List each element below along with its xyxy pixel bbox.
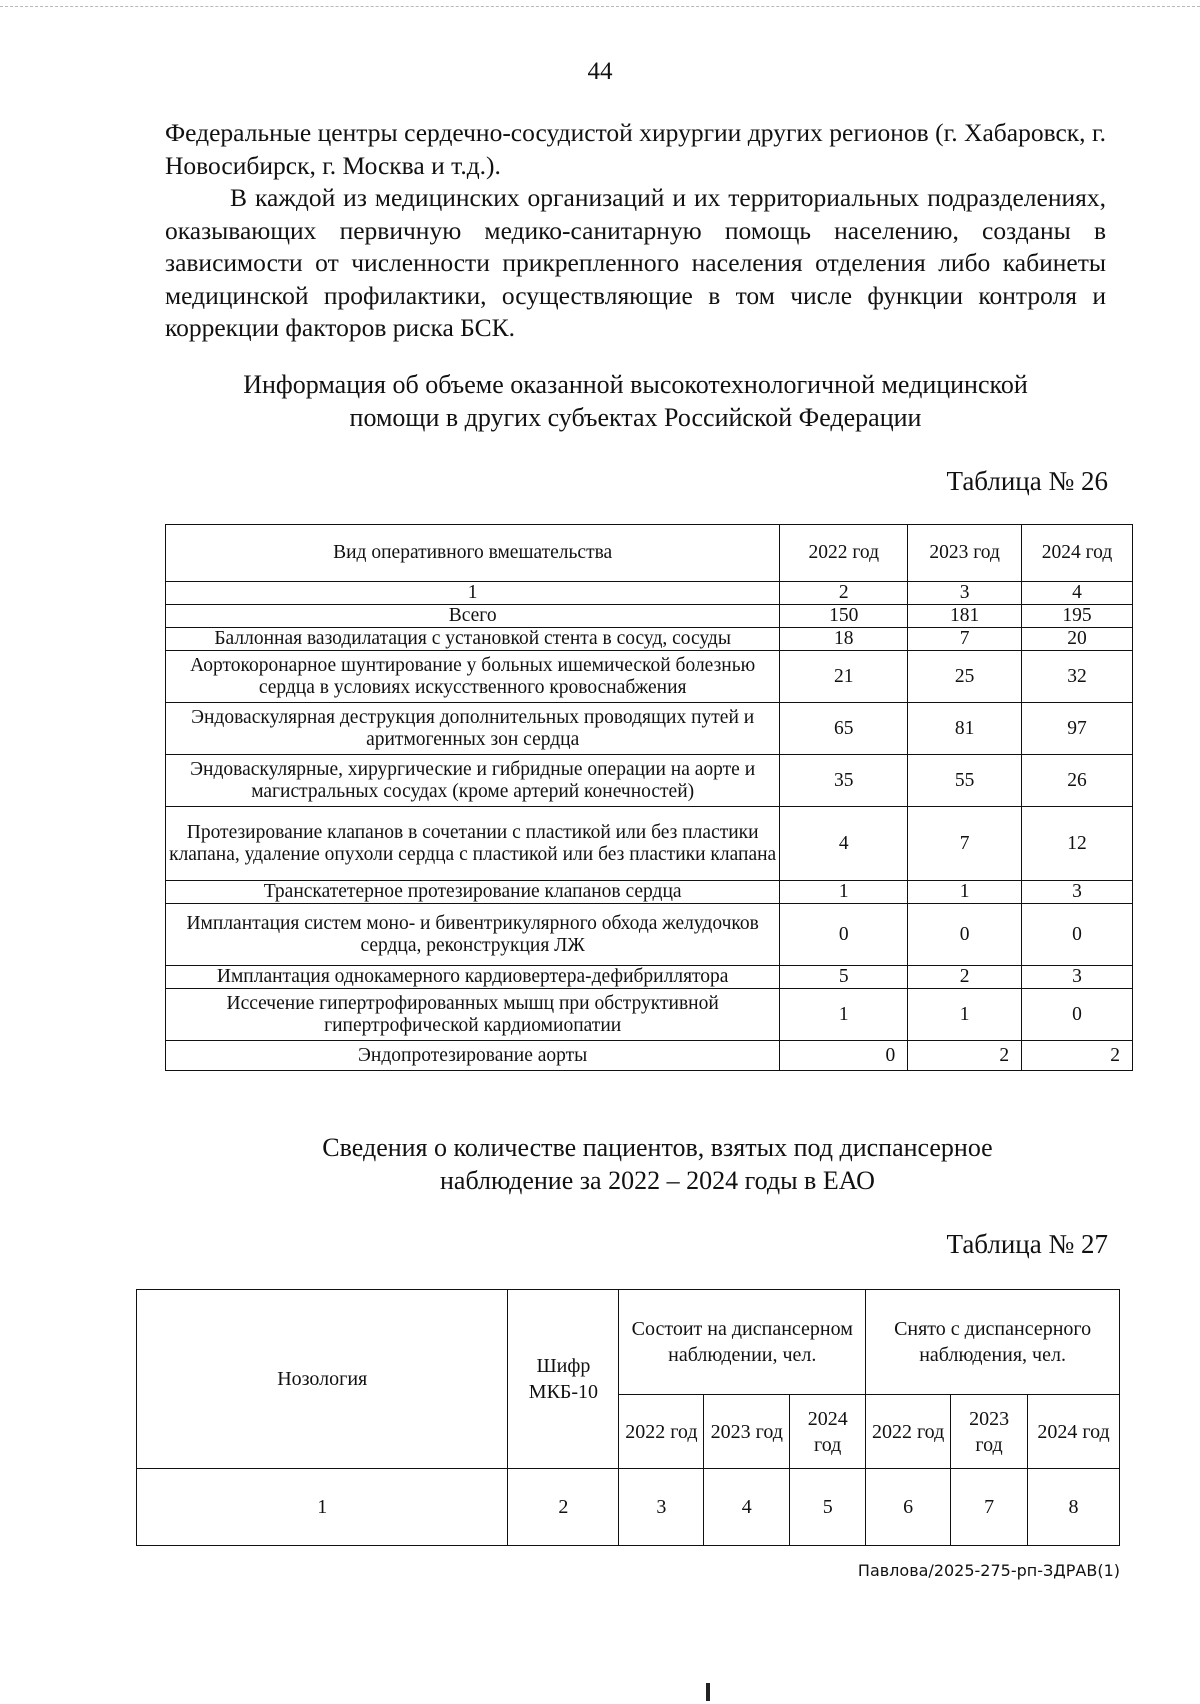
row-name: Иссечение гипертрофированных мышц при обструктивной гипертрофической кардиомиопатии (166, 989, 780, 1041)
value-2024: 20 (1022, 628, 1133, 651)
value-2023: 2 (908, 1041, 1022, 1071)
value-2024: 0 (1022, 904, 1133, 966)
paragraph-prevention-units: В каждой из медицинских организаций и их территориальных подразделениях, оказывающих первичную медико-санитарную помощь населению, созданы в зависимости от численности прикрепленного населения отделения либо кабинеты медицинской профилактики, осуществляющие в том числе функции контроля и коррекции факторов риска БСК. (165, 183, 1106, 342)
table-row (166, 755, 1133, 807)
value-2023: 2 (908, 966, 1022, 989)
table-26-numbering-row (166, 582, 1133, 605)
value-2023: 55 (908, 755, 1022, 807)
row-name: Имплантация систем моно- и бивентрикулярного обхода желудочков сердца, реконструкция ЛЖ (166, 904, 780, 966)
table-row (166, 881, 1133, 904)
page-number: 44 (587, 58, 613, 85)
table-row (166, 904, 1133, 966)
column-number: 4 (1022, 582, 1133, 605)
column-number: 2 (508, 1469, 619, 1546)
table-27-heading-line2: наблюдение за 2022 – 2024 годы в ЕАО (440, 1166, 875, 1195)
row-name: Протезирование клапанов в сочетании с пластикой или без пластики клапана, удаление опухоли сердца с пластикой или без пластики клапана (166, 807, 780, 881)
table-27 (136, 1289, 1120, 1546)
table-27-label: Таблица № 27 (946, 1229, 1108, 1259)
document-reference-footer: Павлова/2025-275-рп-ЗДРАВ(1) (857, 1561, 1120, 1580)
header-intervention-type: Вид оперативного вмешательства (166, 525, 780, 582)
scan-mark (706, 1683, 710, 1701)
value-2022: 1 (780, 989, 908, 1041)
value-2024: 3 (1022, 966, 1133, 989)
value-2024: 12 (1022, 807, 1133, 881)
value-2024: 26 (1022, 755, 1133, 807)
value-2022: 18 (780, 628, 908, 651)
value-2024: 195 (1022, 605, 1133, 628)
header-2023: 2023 год (908, 525, 1022, 582)
table-row (166, 605, 1133, 628)
paragraph-federal-centers: Федеральные центры сердечно-сосудистой хирургии других регионов (г. Хабаровск, г. Новосибирск, г. Москва и т.д.). (165, 118, 1106, 180)
table-row (166, 628, 1133, 651)
value-2022: 0 (780, 1041, 908, 1071)
header-year-2024: 2024 год (1028, 1395, 1120, 1469)
column-number: 3 (619, 1469, 704, 1546)
table-row (166, 966, 1133, 989)
column-number: 4 (704, 1469, 790, 1546)
table-26 (165, 524, 1133, 1071)
value-2024: 3 (1022, 881, 1133, 904)
row-name: Аортокоронарное шунтирование у больных ишемической болезнью сердца в условиях искусственного кровоснабжения (166, 651, 780, 703)
value-2023: 1 (908, 881, 1022, 904)
row-name: Всего (166, 605, 780, 628)
value-2022: 1 (780, 881, 908, 904)
column-number: 1 (166, 582, 780, 605)
scan-top-border (0, 6, 1200, 7)
value-2023: 7 (908, 807, 1022, 881)
row-name: Имплантация однокамерного кардиовертера-дефибриллятора (166, 966, 780, 989)
column-number: 1 (137, 1469, 508, 1546)
column-number: 6 (866, 1469, 951, 1546)
value-2022: 0 (780, 904, 908, 966)
table-26-label: Таблица № 26 (946, 466, 1108, 496)
row-name: Баллонная вазодилатация с установкой стента в сосуд, сосуды (166, 628, 780, 651)
table-27-numbering-row (137, 1469, 1120, 1546)
header-year-2022: 2022 год (619, 1395, 704, 1469)
table-26-heading-line2: помощи в других субъектах Российской Федерации (349, 403, 922, 432)
table-row (166, 703, 1133, 755)
header-removed-from-observation: Снято с диспансерного наблюдения, чел. (866, 1290, 1120, 1395)
header-icd10-code: Шифр МКБ-10 (508, 1290, 619, 1469)
column-number: 8 (1028, 1469, 1120, 1546)
header-year-2023: 2023 год (704, 1395, 790, 1469)
value-2024: 0 (1022, 989, 1133, 1041)
value-2023: 0 (908, 904, 1022, 966)
column-number: 2 (780, 582, 908, 605)
value-2023: 81 (908, 703, 1022, 755)
table-row (166, 989, 1133, 1041)
column-number: 5 (790, 1469, 866, 1546)
value-2022: 21 (780, 651, 908, 703)
value-2022: 4 (780, 807, 908, 881)
value-2024: 97 (1022, 703, 1133, 755)
value-2023: 7 (908, 628, 1022, 651)
table-26-heading-line1: Информация об объеме оказанной высокотехнологичной медицинской (243, 370, 1028, 399)
value-2022: 35 (780, 755, 908, 807)
column-number: 7 (951, 1469, 1028, 1546)
column-number: 3 (908, 582, 1022, 605)
value-2023: 25 (908, 651, 1022, 703)
value-2024: 32 (1022, 651, 1133, 703)
table-row (166, 651, 1133, 703)
value-2024: 2 (1022, 1041, 1133, 1071)
value-2022: 150 (780, 605, 908, 628)
table-26-heading (165, 368, 1106, 434)
table-row (166, 1041, 1133, 1071)
row-name: Транскатетерное протезирование клапанов сердца (166, 881, 780, 904)
value-2022: 65 (780, 703, 908, 755)
table-27-header-row (137, 1290, 1120, 1395)
value-2023: 1 (908, 989, 1022, 1041)
header-2022: 2022 год (780, 525, 908, 582)
header-2024: 2024 год (1022, 525, 1133, 582)
value-2023: 181 (908, 605, 1022, 628)
table-26-header-row (166, 525, 1133, 582)
header-year-2022: 2022 год (866, 1395, 951, 1469)
table-27-heading-line1: Сведения о количестве пациентов, взятых под диспансерное (322, 1133, 993, 1162)
row-name: Эндоваскулярные, хирургические и гибридные операции на аорте и магистральных сосудах (кроме артерий конечностей) (166, 755, 780, 807)
row-name: Эндопротезирование аорты (166, 1041, 780, 1071)
header-year-2024: 2024 год (790, 1395, 866, 1469)
header-on-observation: Состоит на диспансерном наблюдении, чел. (619, 1290, 866, 1395)
row-name: Эндоваскулярная деструкция дополнительных проводящих путей и аритмогенных зон сердца (166, 703, 780, 755)
header-year-2023: 2023 год (951, 1395, 1028, 1469)
table-27-heading (210, 1131, 1105, 1197)
table-row (166, 807, 1133, 881)
value-2022: 5 (780, 966, 908, 989)
header-nosology: Нозология (137, 1290, 508, 1469)
